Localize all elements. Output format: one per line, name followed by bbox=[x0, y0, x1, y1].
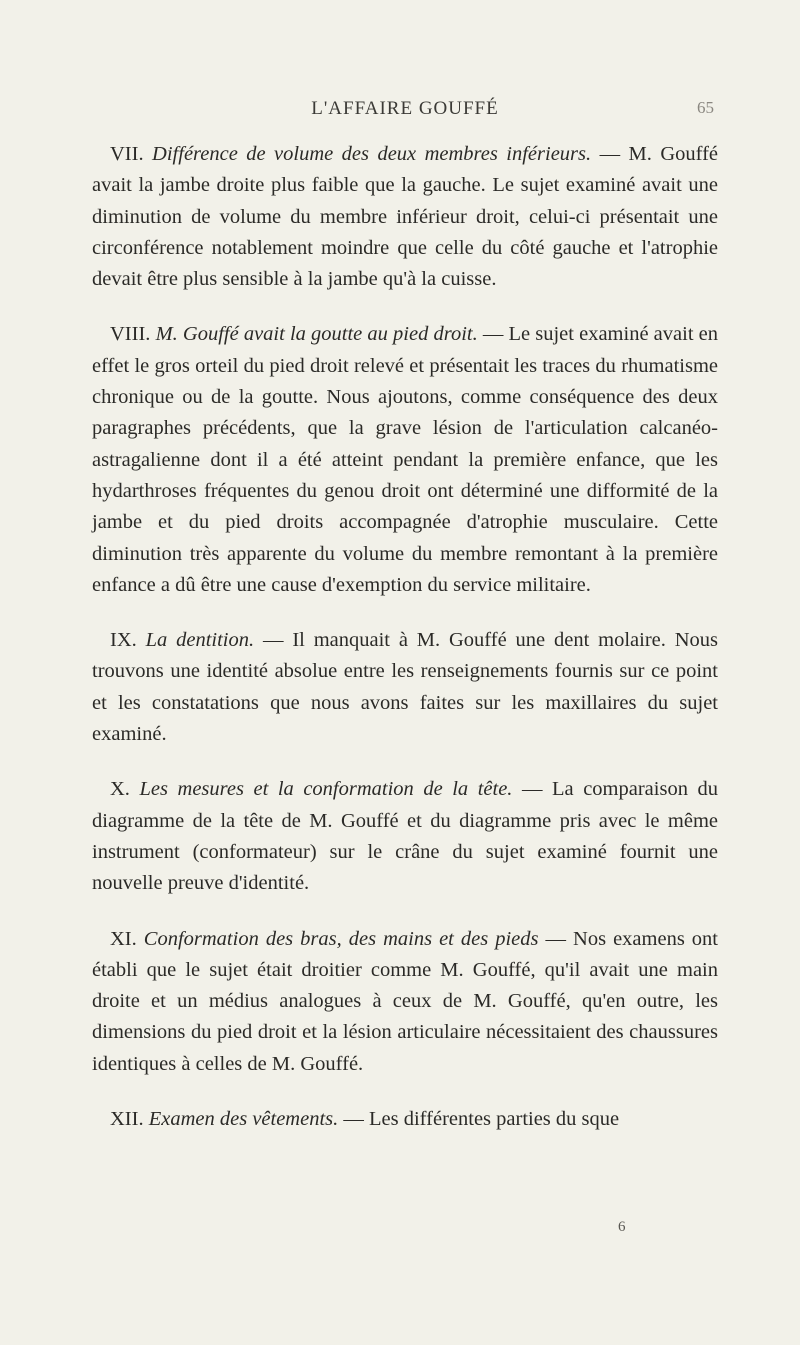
paragraph-x bbox=[92, 774, 718, 899]
paragraph-title: M. Gouffé avait la goutte au pied droit. bbox=[155, 323, 478, 346]
paragraph-title: Différence de volume des deux membres inférieurs. bbox=[152, 143, 592, 165]
paragraph-text: — La comparaison du diagramme de la tête de M. Gouffé et du diagramme pris avec le même instrument (conformateur) sur le crâne du sujet examiné fournit une nouvelle preuve d'identité. bbox=[92, 778, 718, 895]
paragraph-title: Les mesures et la conformation de la tête. bbox=[139, 778, 513, 801]
paragraph-vii bbox=[92, 139, 718, 295]
page-number: 65 bbox=[697, 98, 714, 117]
body-text bbox=[92, 139, 718, 1159]
paragraph-number: XII. bbox=[110, 1108, 144, 1131]
paragraph-viii bbox=[92, 319, 718, 601]
paragraph-text: — Les différentes parties du sque bbox=[338, 1108, 620, 1131]
page-header bbox=[92, 98, 718, 126]
paragraph-text: — Il manquait à M. Gouffé une dent molaire. Nous trouvons une identité absolue entre les renseignements fournis sur ce point et les constatations que nous avons faites sur les maxillaires du sujet examiné. bbox=[92, 629, 718, 746]
running-title: L'AFFAIRE GOUFFÉ bbox=[311, 98, 499, 119]
paragraph-title: Examen des vêtements. bbox=[148, 1108, 339, 1131]
paragraph-title: Conformation des bras, des mains et des pieds bbox=[143, 927, 539, 950]
paragraph-ix bbox=[92, 625, 718, 750]
paragraph-text: — M. Gouffé avait la jambe droite plus faible que la gauche. Le sujet examiné avait une diminution de volume du membre inférieur droit, celui-ci présentait une circonférence notablement moindre que celle du côté gauche et l'atrophie devait être plus sensible à la jambe qu'à la cuisse. bbox=[92, 143, 719, 291]
paragraph-title: La dentition. bbox=[145, 629, 255, 652]
signature-mark: 6 bbox=[618, 1219, 626, 1235]
paragraph-xii bbox=[92, 1104, 718, 1135]
paragraph-number: X. bbox=[110, 778, 130, 801]
paragraph-xi bbox=[92, 924, 718, 1080]
paragraph-text: — Le sujet examiné avait en effet le gros orteil du pied droit relevé et présentait les traces du rhumatisme chronique ou de la goutte. Nous ajoutons, comme conséquence des deux paragraphes précédents, que la grave lésion de l'articulation calcanéo-astragalienne dont il a été atteint pendant la première enfance, que les hydarthroses fréquentes du genou droit ont déterminé une difformité de la jambe et du pied droits accompagnée d'atrophie musculaire. Cette diminution très apparente du volume du membre remontant à la première enfance a dû être une cause d'exemption du service militaire. bbox=[92, 323, 719, 596]
paragraph-number: XI. bbox=[110, 927, 137, 950]
paragraph-text: — Nos examens ont établi que le sujet était droitier comme M. Gouffé, qu'il avait une main droite et un médius analogues à ceux de M. Gouffé, qu'en outre, les dimensions du pied droit et la lésion articulaire nécessitaient des chaussures identiques à celles de M. Gouffé. bbox=[92, 927, 719, 1075]
paragraph-number: VIII. bbox=[110, 323, 151, 346]
paragraph-number: IX. bbox=[110, 629, 137, 652]
paragraph-number: VII. bbox=[110, 143, 144, 165]
